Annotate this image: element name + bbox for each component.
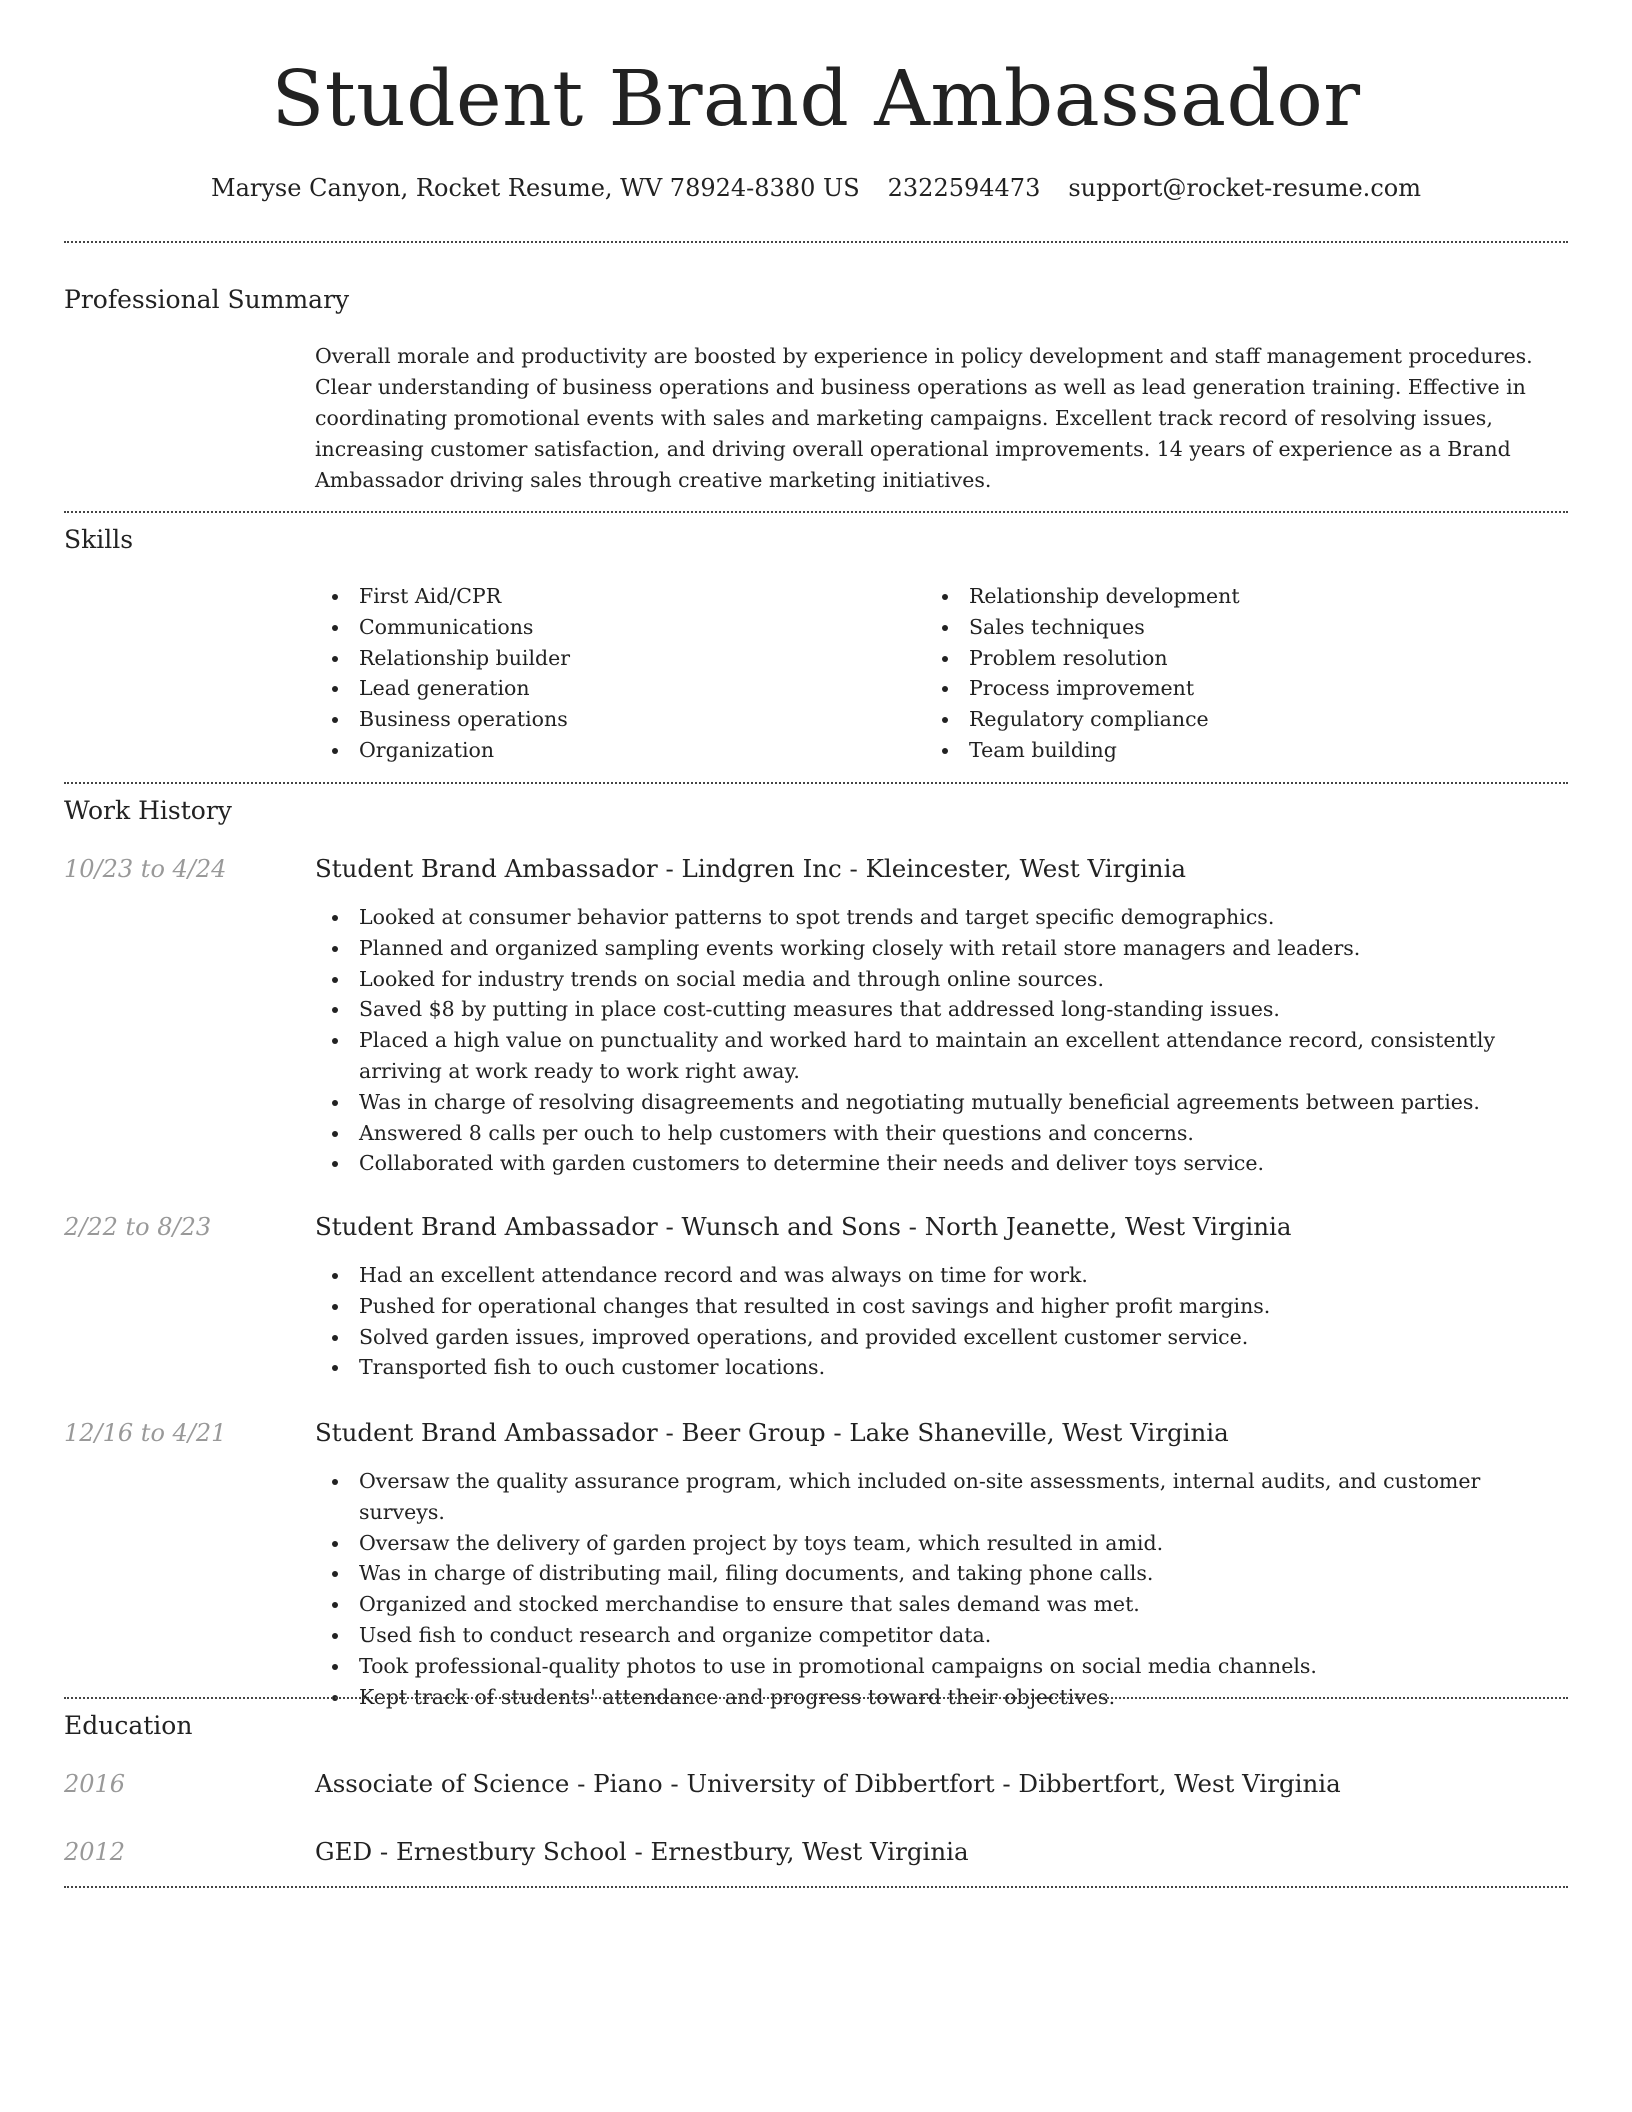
skill-item: Lead generation	[315, 673, 875, 704]
skill-item: Sales techniques	[925, 612, 1485, 643]
skills-list-left	[315, 581, 875, 766]
job-bullet: Was in charge of distributing mail, filing documents, and taking phone calls.	[315, 1558, 1568, 1589]
contact-line	[64, 170, 1568, 206]
job-bullet: Kept track of students' attendance and progress toward their objectives.	[315, 1682, 1568, 1713]
job-bullet: Solved garden issues, improved operations, and provided excellent customer service.	[315, 1322, 1568, 1353]
skill-item: Relationship development	[925, 581, 1485, 612]
work-history-heading: Work History	[64, 796, 232, 825]
section-divider	[64, 241, 1568, 243]
section-divider	[64, 1886, 1568, 1888]
contact-address: Maryse Canyon, Rocket Resume, WV 78924-8380 US	[211, 174, 860, 202]
section-divider	[64, 1697, 1568, 1699]
education-year: 2012	[64, 1838, 126, 1866]
skill-item: Process improvement	[925, 673, 1485, 704]
candidate-name: Student Brand Ambassador	[271, 55, 1361, 144]
skill-item: Organization	[315, 735, 875, 766]
job-bullets	[315, 1260, 1568, 1383]
job-bullet: Collaborated with garden customers to determine their needs and deliver toys service.	[315, 1148, 1568, 1179]
skill-item: Team building	[925, 735, 1485, 766]
job-title: Student Brand Ambassador - Wunsch and Sons - North Jeanette, West Virginia	[315, 1212, 1292, 1241]
skill-item: Business operations	[315, 704, 875, 735]
job-bullet: Answered 8 calls per ouch to help customers with their questions and concerns.	[315, 1118, 1568, 1149]
contact-phone: 2322594473	[887, 174, 1041, 202]
job-dates: 12/16 to 4/21	[64, 1419, 227, 1447]
section-divider	[64, 782, 1568, 784]
education-entry: Associate of Science - Piano - University of Dibbertfort - Dibbertfort, West Virginia	[315, 1769, 1341, 1798]
job-dates: 2/22 to 8/23	[64, 1213, 212, 1241]
job-bullet: Planned and organized sampling events working closely with retail store managers and leaders.	[315, 933, 1568, 964]
job-bullet: Looked at consumer behavior patterns to spot trends and target specific demographics.	[315, 902, 1568, 933]
summary-text: Overall morale and productivity are boosted by experience in policy development and staff management procedures. Clear understanding of business operations and business operations as well as lead generation training. Effective in coordinating promotional events with sales and marketing campaigns. Excellent track record of resolving issues, increasing customer satisfaction, and driving overall operational improvements. 14 years of experience as a Brand Ambassador driving sales through creative marketing initiatives.	[315, 344, 1533, 492]
job-bullet: Saved $8 by putting in place cost-cutting measures that addressed long-standing issues.	[315, 994, 1568, 1025]
skill-item: Relationship builder	[315, 643, 875, 674]
skills-heading: Skills	[64, 525, 134, 554]
summary-heading: Professional Summary	[64, 285, 350, 314]
education-entry: GED - Ernestbury School - Ernestbury, West Virginia	[315, 1837, 969, 1866]
job-dates: 10/23 to 4/24	[64, 855, 227, 883]
job-bullet: Pushed for operational changes that resulted in cost savings and higher profit margins.	[315, 1291, 1568, 1322]
education-heading: Education	[64, 1711, 193, 1740]
skill-item: Communications	[315, 612, 875, 643]
job-bullet: Took professional-quality photos to use in promotional campaigns on social media channels.	[315, 1651, 1568, 1682]
job-bullet: Oversaw the delivery of garden project by toys team, which resulted in amid.	[315, 1528, 1568, 1559]
job-bullet: Placed a high value on punctuality and worked hard to maintain an excellent attendance record, consistently arriving at work ready to work right away.	[315, 1025, 1568, 1087]
job-bullet: Oversaw the quality assurance program, which included on-site assessments, internal audits, and customer surveys.	[315, 1466, 1568, 1528]
job-bullet: Used fish to conduct research and organize competitor data.	[315, 1620, 1568, 1651]
section-divider	[64, 511, 1568, 513]
job-title: Student Brand Ambassador - Beer Group - Lake Shaneville, West Virginia	[315, 1418, 1229, 1447]
job-title: Student Brand Ambassador - Lindgren Inc - Kleincester, West Virginia	[315, 854, 1187, 883]
job-bullet: Organized and stocked merchandise to ensure that sales demand was met.	[315, 1589, 1568, 1620]
job-bullet: Transported fish to ouch customer locations.	[315, 1352, 1568, 1383]
education-year: 2016	[64, 1770, 126, 1798]
skill-item: Regulatory compliance	[925, 704, 1485, 735]
job-bullet: Had an excellent attendance record and was always on time for work.	[315, 1260, 1568, 1291]
job-bullet: Was in charge of resolving disagreements and negotiating mutually beneficial agreements between parties.	[315, 1087, 1568, 1118]
job-bullets	[315, 902, 1568, 1179]
job-bullets	[315, 1466, 1568, 1712]
skill-item: Problem resolution	[925, 643, 1485, 674]
contact-email: support@rocket-resume.com	[1068, 174, 1421, 202]
skill-item: First Aid/CPR	[315, 581, 875, 612]
skills-list-right	[925, 581, 1485, 766]
job-bullet: Looked for industry trends on social media and through online sources.	[315, 964, 1568, 995]
